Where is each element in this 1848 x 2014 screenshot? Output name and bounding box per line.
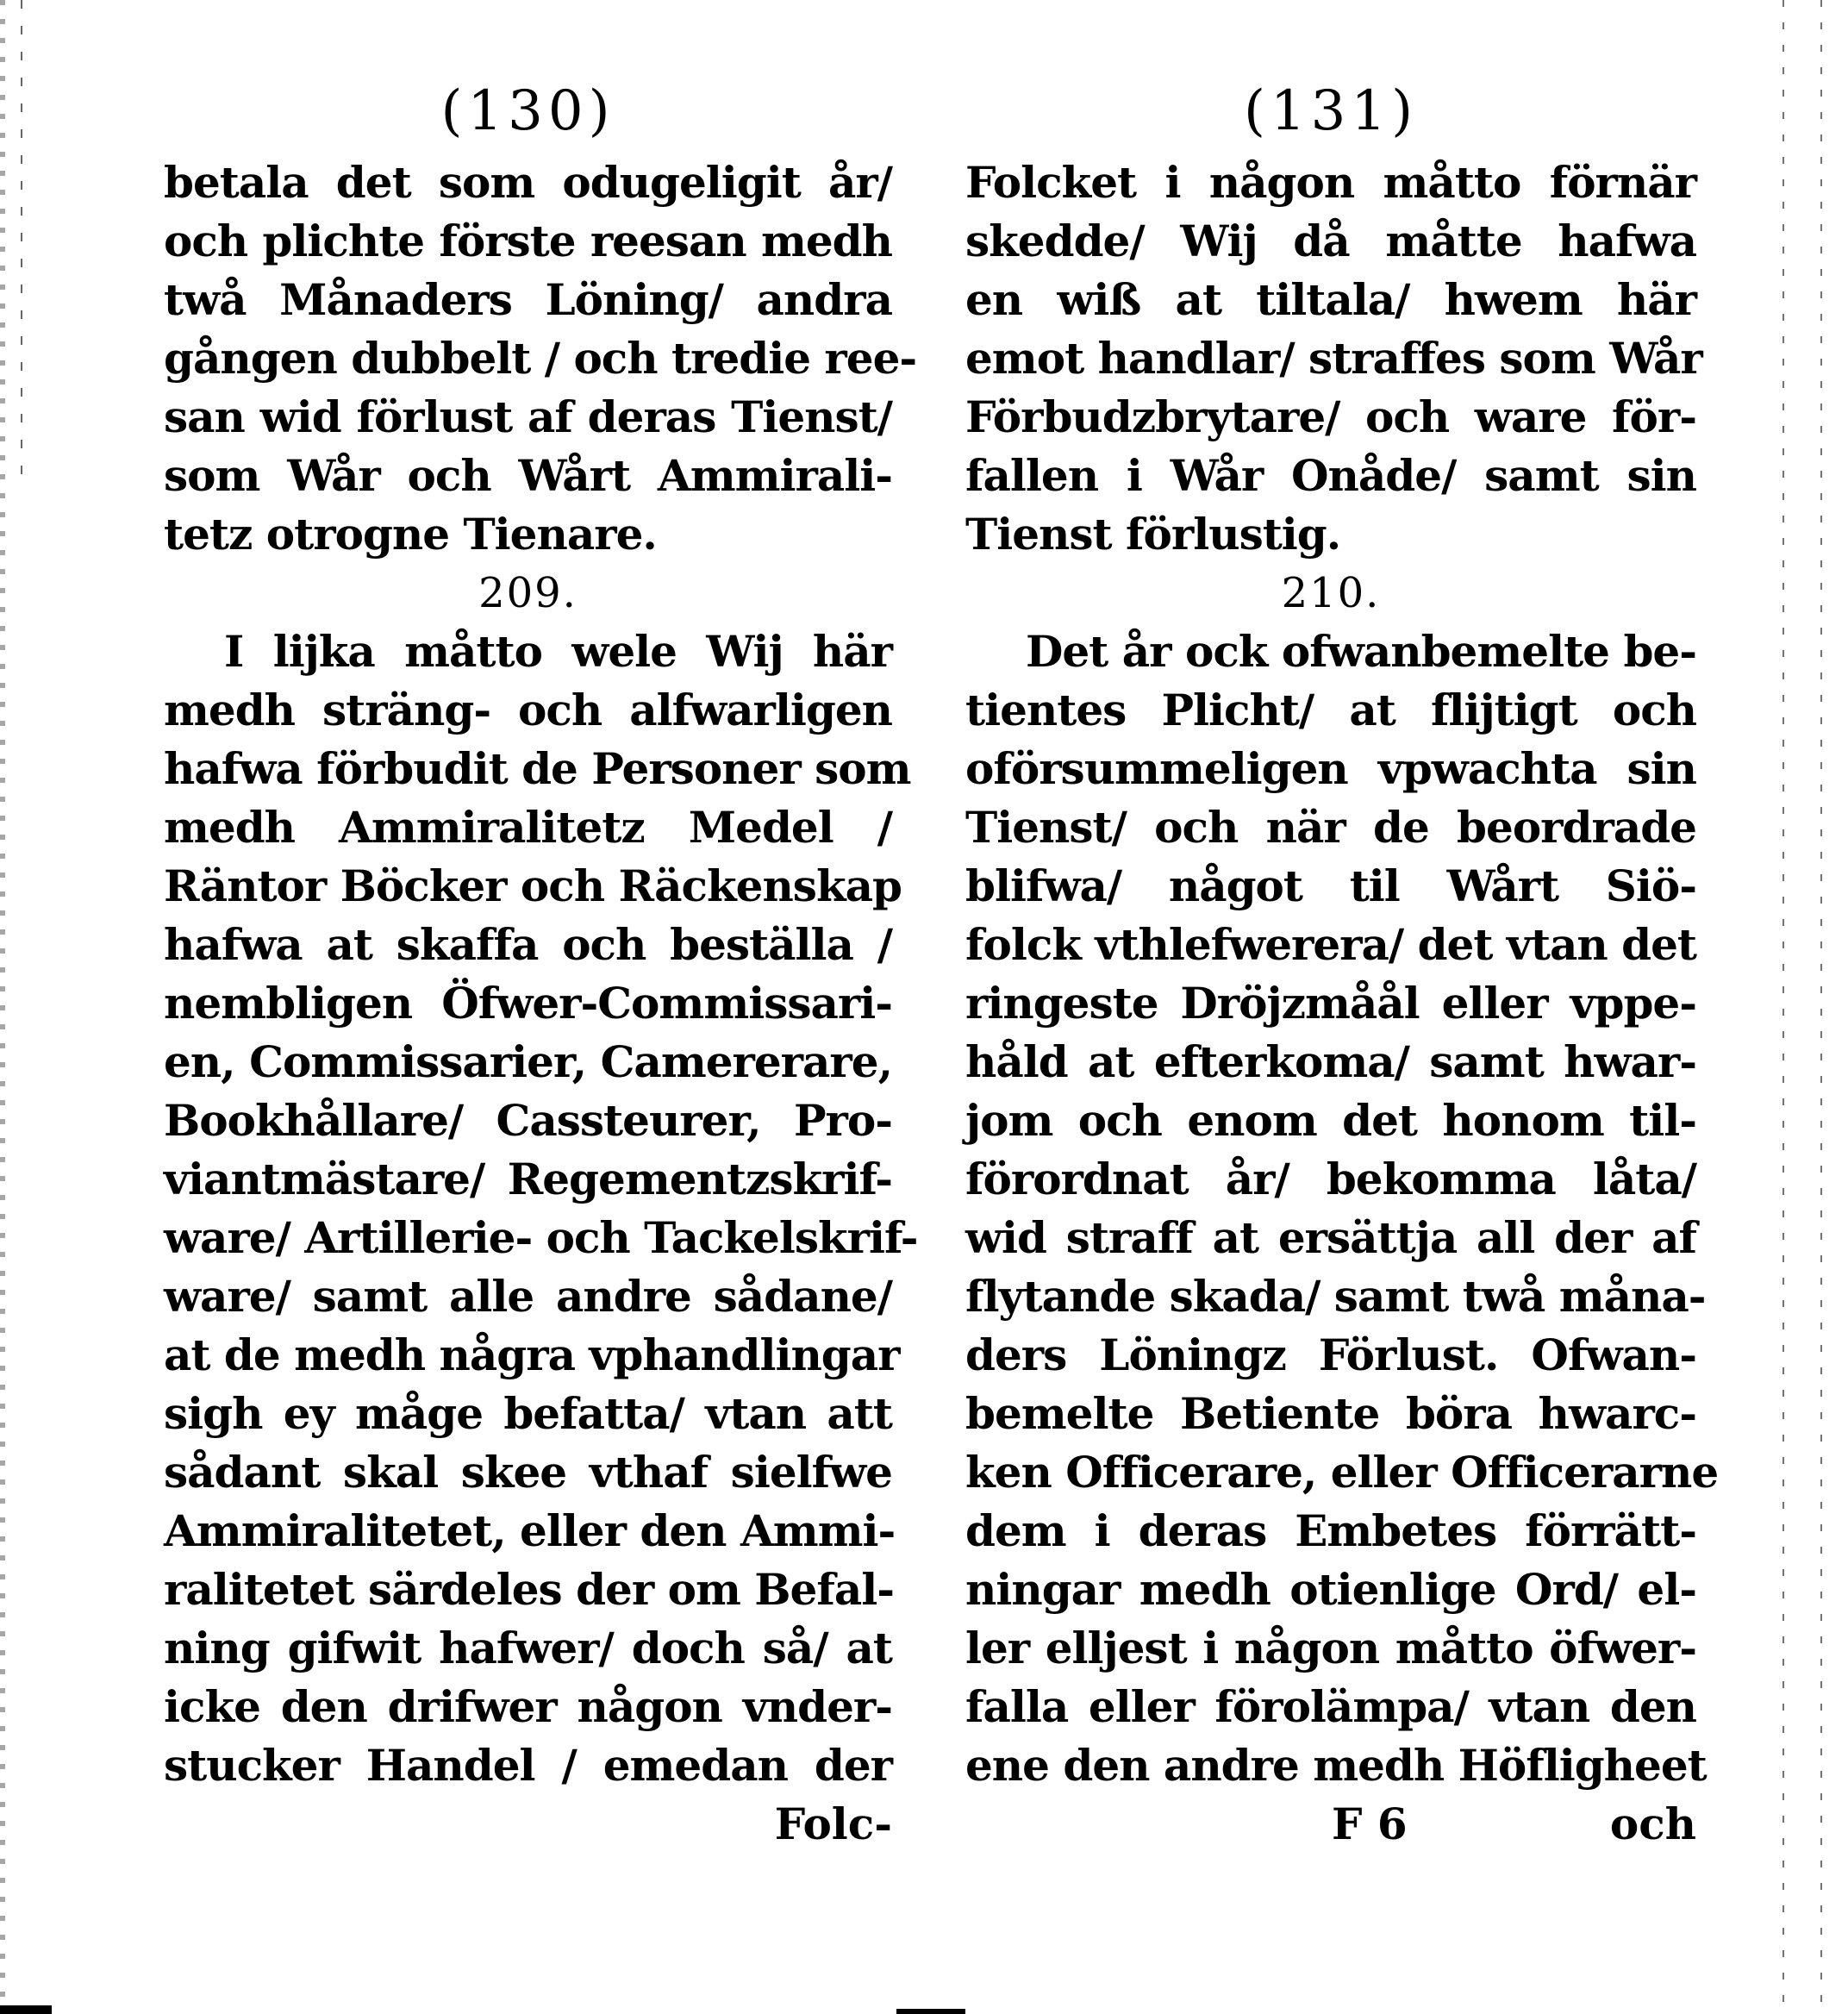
text-line: ralitetet särdeles der om Befal- xyxy=(164,1564,894,1615)
text-line: ken Officerare, eller Officerarne xyxy=(965,1447,1719,1498)
text-line: medh Ammiralitetz Medel / xyxy=(164,802,892,853)
scan-edge-right-inner xyxy=(1782,0,1784,2014)
signature-mark: F 6 xyxy=(1332,1798,1408,1849)
text-line: fallen i Wår Onåde/ samt sin xyxy=(965,450,1696,501)
text-line: gången dubbelt / och tredie ree- xyxy=(164,333,917,384)
bottom-edge-shadow-left xyxy=(0,2005,52,2014)
text-line: nembligen Öfwer-Commissari- xyxy=(164,978,892,1029)
text-line: skedde/ Wij då måtte hafwa xyxy=(965,216,1696,266)
text-line: förordnat år/ bekomma låta/ xyxy=(965,1154,1696,1204)
scan-edge-left-marks xyxy=(21,0,22,483)
text-line: icke den drifwer någon vnder- xyxy=(164,1681,892,1732)
section-number-210: 210. xyxy=(1281,569,1381,617)
text-line: som Wår och Wårt Ammirali- xyxy=(164,450,892,501)
text-line: Förbudzbrytare/ och ware för- xyxy=(965,391,1696,442)
text-line: wid straff at ersättja all der af xyxy=(965,1212,1696,1263)
text-line: Ammiralitetet, eller den Ammi- xyxy=(164,1505,896,1556)
catchword-left: Folc- xyxy=(774,1798,892,1849)
text-line: en wiß at tiltala/ hwem här xyxy=(965,274,1696,325)
text-line: Räntor Böcker och Räckenskap xyxy=(164,860,902,911)
scan-edge-right-outer xyxy=(1820,0,1822,2014)
section-number-209: 209. xyxy=(478,569,578,617)
text-line: san wid förlust af deras Tienst/ xyxy=(164,391,892,442)
text-line: sigh ey måge befatta/ vtan att xyxy=(164,1388,892,1439)
text-line: och plichte förste reesan medh xyxy=(164,216,892,266)
text-line: blifwa/ något til Wårt Siö- xyxy=(965,860,1696,911)
text-line: Det år ock ofwanbemelte be- xyxy=(1026,626,1696,677)
text-line: oförsummeligen vpwachta sin xyxy=(965,743,1696,794)
text-line: at de medh några vphandlingar xyxy=(164,1329,900,1380)
gutter-shadow xyxy=(896,2009,965,2014)
text-line: Tienst förlustig. xyxy=(965,509,1341,560)
text-line: medh sträng- och alfwarligen xyxy=(164,685,892,735)
left-page xyxy=(164,0,918,2014)
text-line: bemelte Betiente böra hwarc- xyxy=(965,1388,1696,1439)
text-line: hafwa förbudit de Personer som xyxy=(164,743,911,794)
page-number-left: (130) xyxy=(440,79,615,143)
text-line: ler elljest i någon måtto öfwer- xyxy=(965,1623,1696,1673)
text-line: ning gifwit hafwer/ doch så/ at xyxy=(164,1623,892,1673)
text-line: Folcket i någon måtto förnär xyxy=(965,157,1696,208)
text-line: dem i deras Embetes förrätt- xyxy=(965,1505,1696,1556)
right-page-footer xyxy=(965,1795,1696,1854)
text-line: viantmästare/ Regementzskrif- xyxy=(164,1154,892,1204)
text-line: ware/ samt alle andre sådane/ xyxy=(164,1271,892,1322)
left-page-footer xyxy=(164,1795,892,1854)
text-line: folck vthlefwerera/ det vtan det xyxy=(965,919,1697,970)
text-line: ene den andre medh Höfligheet xyxy=(965,1740,1707,1791)
text-line: emot handlar/ straffes som Wår xyxy=(965,333,1702,384)
left-page-text xyxy=(164,153,918,1849)
text-line: Tienst/ och när de beordrade xyxy=(965,802,1696,853)
text-line: ringeste Dröjzmåål eller vppe- xyxy=(965,978,1696,1029)
text-line: tientes Plicht/ at flijtigt och xyxy=(965,685,1696,735)
text-line: falla eller förolämpa/ vtan den xyxy=(965,1681,1696,1732)
text-line: ningar medh otienlige Ord/ el- xyxy=(965,1564,1696,1615)
catchword-right: och xyxy=(1609,1798,1696,1849)
text-line: Bookhållare/ Cassteurer, Pro- xyxy=(164,1095,892,1146)
text-line: jom och enom det honom til- xyxy=(965,1095,1696,1146)
text-line: flytande skada/ samt twå måna- xyxy=(965,1271,1706,1322)
text-line: I lijka måtto wele Wij här xyxy=(224,626,892,677)
text-line: ware/ Artillerie- och Tackelskrif- xyxy=(164,1212,918,1263)
text-line: betala det som odugeligit år/ xyxy=(164,157,892,208)
text-line: stucker Handel / emedan der xyxy=(164,1740,892,1791)
right-page xyxy=(965,0,1719,2014)
page-number-right: (131) xyxy=(1243,79,1419,143)
text-line: sådant skal skee vthaf sielfwe xyxy=(164,1447,892,1498)
text-line: håld at efterkoma/ samt hwar- xyxy=(965,1036,1696,1087)
text-line: en, Commissarier, Camererare, xyxy=(164,1036,892,1087)
text-line: twå Månaders Löning/ andra xyxy=(164,274,892,325)
scan-edge-left xyxy=(0,0,52,2014)
text-line: ders Löningz Förlust. Ofwan- xyxy=(965,1329,1696,1380)
text-line: hafwa at skaffa och beställa / xyxy=(164,919,892,970)
right-page-text xyxy=(965,153,1719,1849)
text-line: tetz otrogne Tienare. xyxy=(164,509,657,560)
